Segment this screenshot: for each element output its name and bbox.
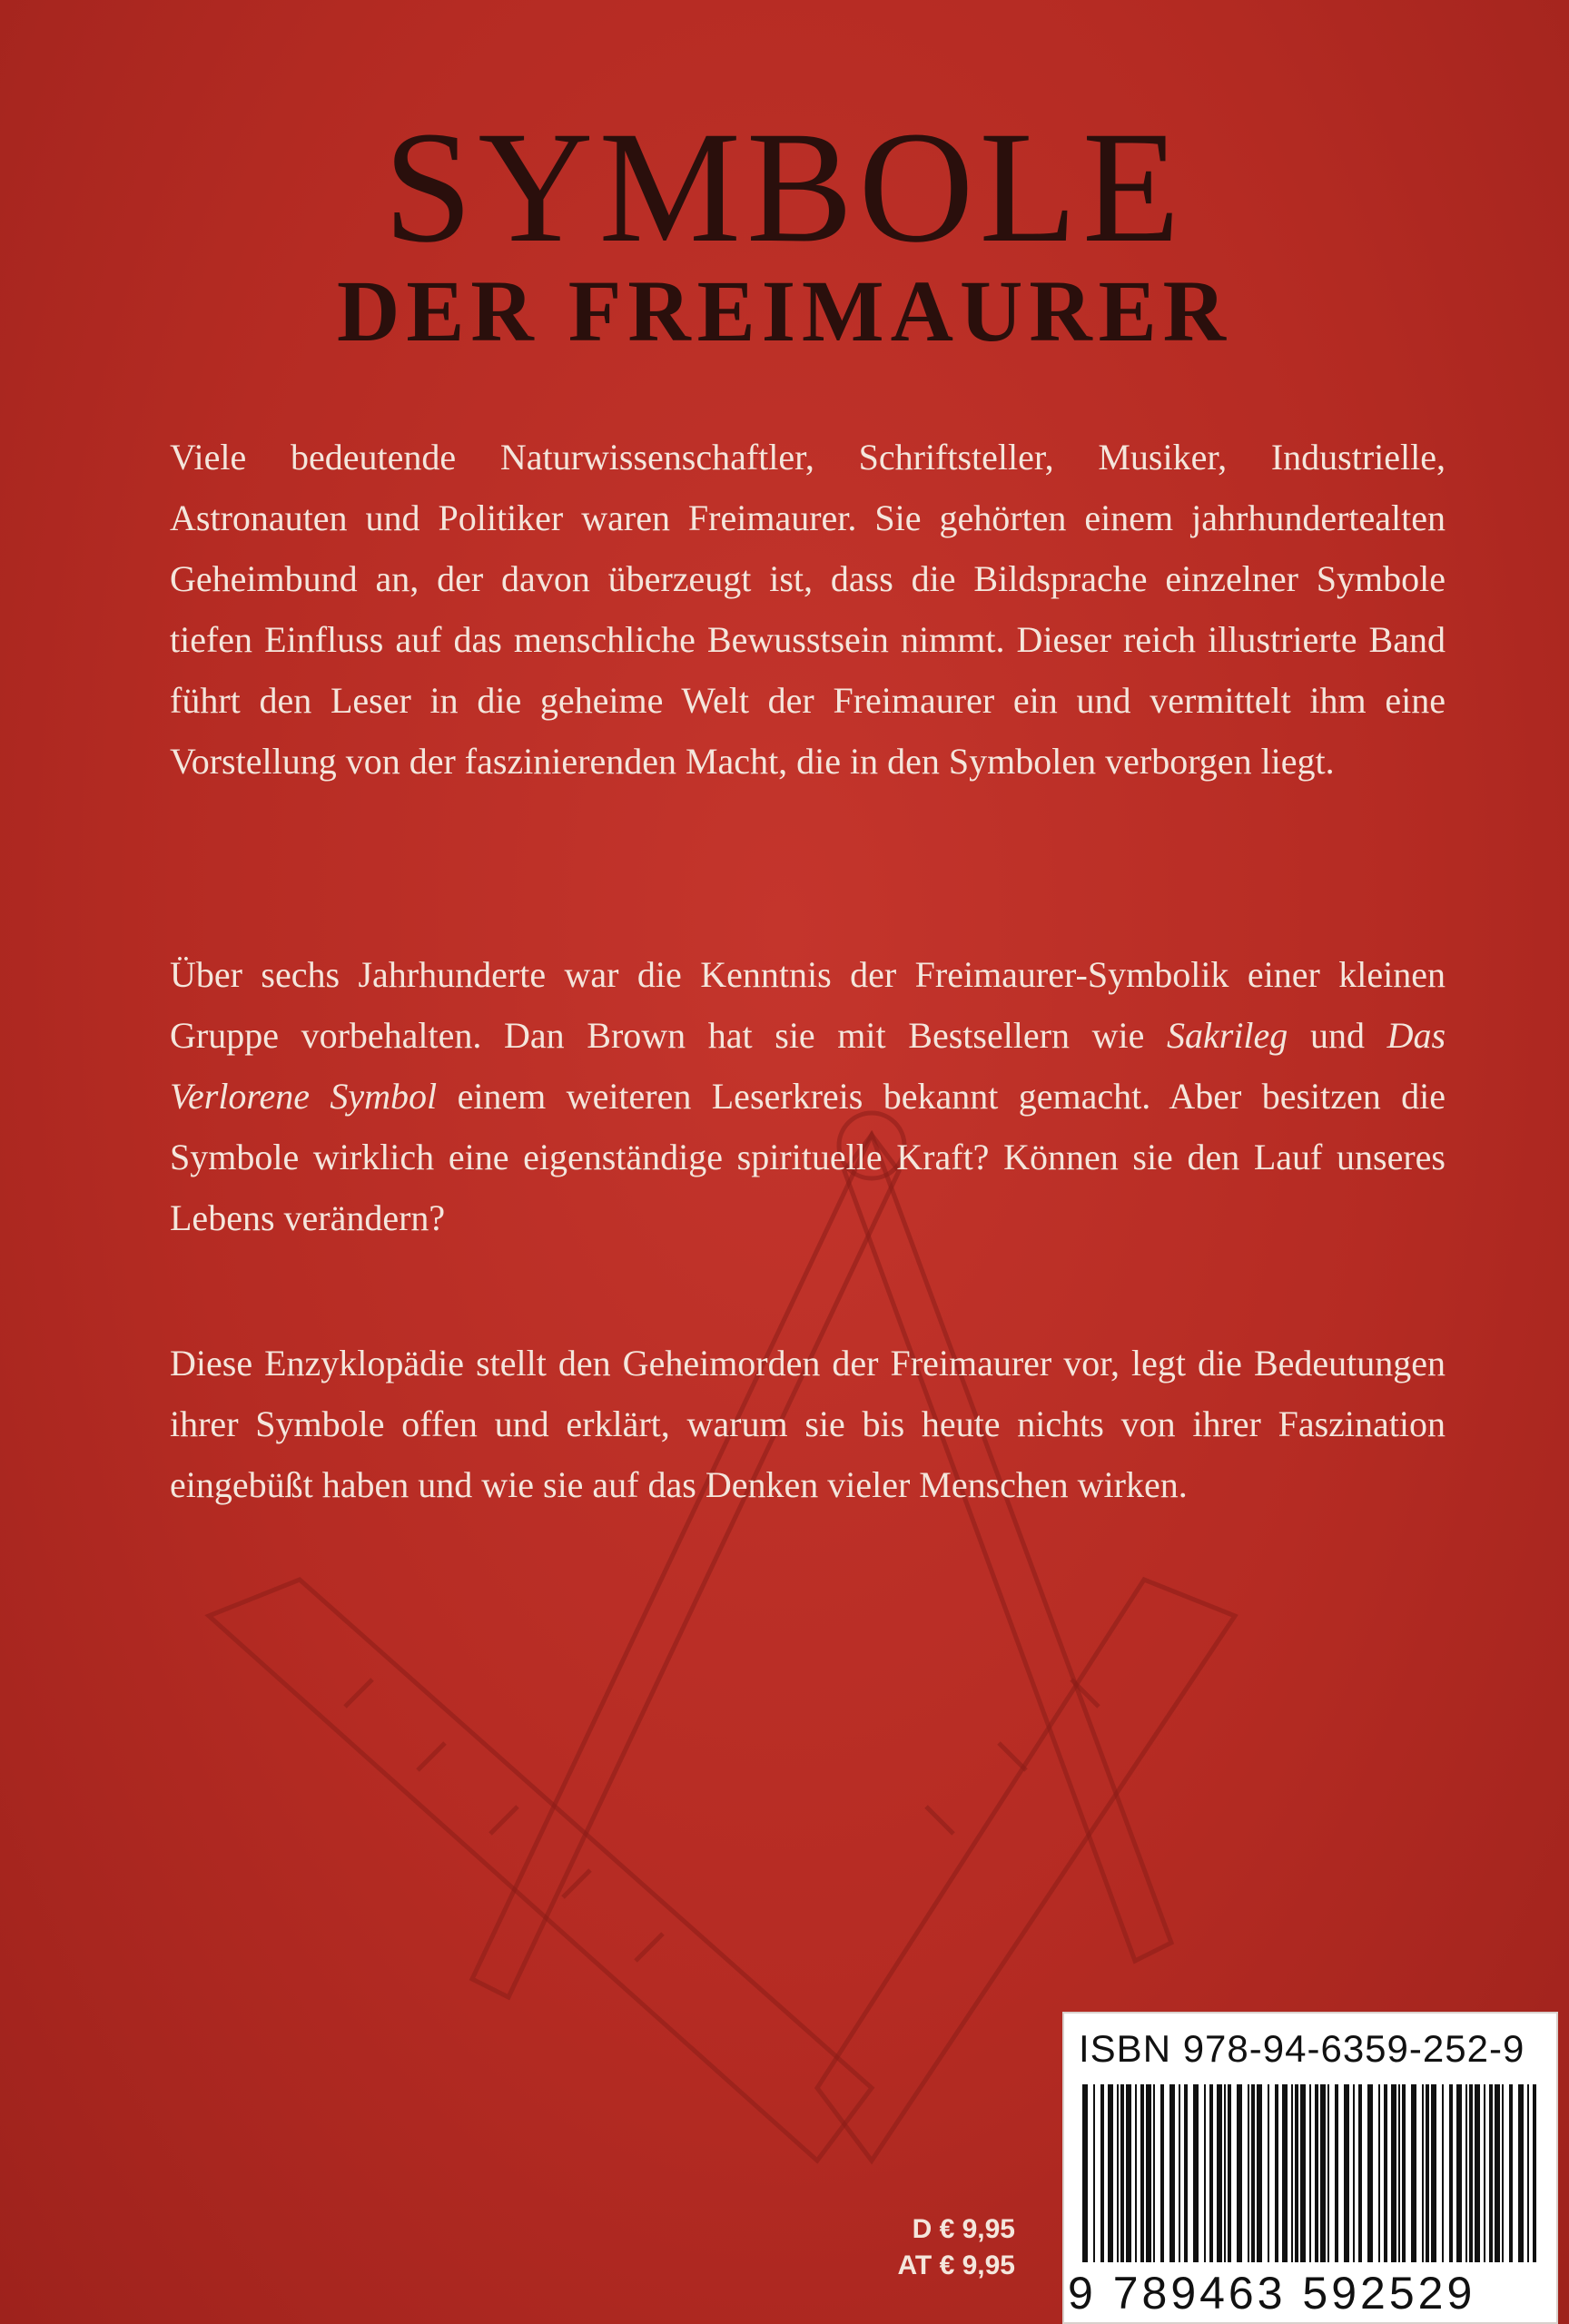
barcode-bar: [1518, 2084, 1524, 2262]
barcode-bar: [1257, 2084, 1262, 2262]
barcode-bar: [1082, 2084, 1088, 2262]
barcode-bar: [1126, 2084, 1131, 2262]
book-reference: Das Verlorene Symbol: [170, 1015, 1446, 1117]
isbn-label: ISBN 978-94-6359-252-9: [1079, 2027, 1525, 2070]
blurb-paragraph-1: Viele bedeutende Naturwissenschaftler, Schriftsteller, Musiker, Industrielle, Astronauten und Politiker waren Freimaurer. Sie gehörten einem jahrhundertealten Geheimbund an, der davon überzeugt ist, dass die Bildsprache einzelner Symbole tiefen Einfluss auf das menschliche Bewusstsein nimmt. Dieser reich illustrierte Band führt den Leser in die geheime Welt der Freimaurer ein und vermittelt ihm eine Vorstellung von der faszinierenden Macht, die in den Symbolen verborgen liegt.: [170, 437, 1446, 782]
barcode-bar: [1100, 2084, 1104, 2262]
barcode-bar: [1465, 2084, 1467, 2262]
barcode-bar: [1160, 2084, 1164, 2262]
barcode-bar: [1426, 2084, 1429, 2262]
barcode-bar: [1442, 2084, 1444, 2262]
barcode-bar: [1335, 2084, 1338, 2262]
barcode-bar: [1179, 2084, 1180, 2262]
barcode-bar: [1093, 2084, 1095, 2262]
barcode-bar: [1502, 2084, 1504, 2262]
barcode-bar: [1509, 2084, 1513, 2262]
barcode-bar: [1204, 2084, 1206, 2262]
barcode-bar: [1275, 2084, 1278, 2262]
barcode-bar: [1391, 2084, 1396, 2262]
barcode-bar: [1224, 2084, 1226, 2262]
barcode-bar: [1108, 2084, 1113, 2262]
barcode-bar: [1228, 2084, 1231, 2262]
blurb-text: einem weiteren Leserkreis bekannt gemacht. Aber besitzen die Symbole wirklich eine eigenständige spirituelle Kraft? Können sie den Lauf unseres Lebens verändern?: [170, 1076, 1446, 1238]
blurb-text: und: [1309, 1015, 1365, 1056]
barcode-bar: [1315, 2084, 1318, 2262]
barcode-bar: [1402, 2084, 1406, 2262]
barcode-bar: [1135, 2084, 1137, 2262]
barcode-bar: [1431, 2084, 1436, 2262]
barcode-bar: [1489, 2084, 1493, 2262]
barcode-bar: [1209, 2084, 1213, 2262]
barcode-bar: [1378, 2084, 1380, 2262]
price-germany: D € 9,95: [912, 2214, 1015, 2244]
barcode-bar: [1169, 2084, 1175, 2262]
barcode-bar: [1193, 2084, 1199, 2262]
barcode-bar: [1527, 2084, 1529, 2262]
barcode-bar: [1291, 2084, 1293, 2262]
blurb-paragraph-2: [170, 944, 1446, 1248]
barcode-bar: [1282, 2084, 1288, 2262]
book-subtitle: DER FREIMAURER: [337, 262, 1232, 359]
blurb-paragraph-3: Diese Enzyklopädie stellt den Geheimorden der Freimaurer vor, legt die Bedeutungen ihrer Symbole offen und erklärt, warum sie bis heute nichts von ihrer Faszination eingebüßt haben und wie sie auf das Denken vieler Menschen wirken.: [170, 1343, 1446, 1505]
barcode-bar: [1120, 2084, 1124, 2262]
barcode-bar: [1533, 2084, 1536, 2262]
barcode-bar: [1384, 2084, 1387, 2262]
barcode-bar: [1327, 2084, 1329, 2262]
barcode-bar: [1475, 2084, 1480, 2262]
barcode-bar: [1344, 2084, 1349, 2262]
barcode-bar: [1153, 2084, 1155, 2262]
barcode-bar: [1469, 2084, 1473, 2262]
barcode-bar: [1117, 2084, 1119, 2262]
barcode-bar: [1367, 2084, 1373, 2262]
barcode-bar: [1484, 2084, 1485, 2262]
barcode-bar: [1309, 2084, 1311, 2262]
price-austria: AT € 9,95: [897, 2250, 1015, 2280]
barcode-bar: [1422, 2084, 1424, 2262]
barcode-bar: [1295, 2084, 1298, 2262]
barcode-bar: [1353, 2084, 1355, 2262]
barcode-bar: [1411, 2084, 1416, 2262]
barcode-bar: [1358, 2084, 1362, 2262]
barcode-bar: [1237, 2084, 1242, 2262]
blurb-text: Über sechs Jahrhunderte war die Kenntnis der Freimaurer-Symbolik einer kleinen Gruppe vorbehalten. Dan Brown hat sie mit Bestsellern wie: [170, 954, 1446, 1056]
barcode-bar: [1449, 2084, 1453, 2262]
barcode-bar: [1217, 2084, 1222, 2262]
book-reference: Sakrileg: [1167, 1015, 1288, 1056]
barcode-bar: [1456, 2084, 1462, 2262]
barcode-bar: [1300, 2084, 1306, 2262]
barcode-bar: [1146, 2084, 1151, 2262]
barcode-bar: [1184, 2084, 1188, 2262]
barcode-bar: [1320, 2084, 1326, 2262]
barcode-bar: [1495, 2084, 1500, 2262]
barcode-digits: 9 789463 592529: [1068, 2268, 1476, 2319]
barcode-bar: [1398, 2084, 1400, 2262]
barcode-bar: [1268, 2084, 1269, 2262]
barcode-bar: [1140, 2084, 1144, 2262]
book-title: SYMBOLE: [383, 99, 1186, 276]
isbn-barcode: [1062, 2012, 1558, 2324]
barcode-bar: [1248, 2084, 1249, 2262]
barcode-bar: [1251, 2084, 1255, 2262]
barcode-bars: [1082, 2084, 1544, 2262]
